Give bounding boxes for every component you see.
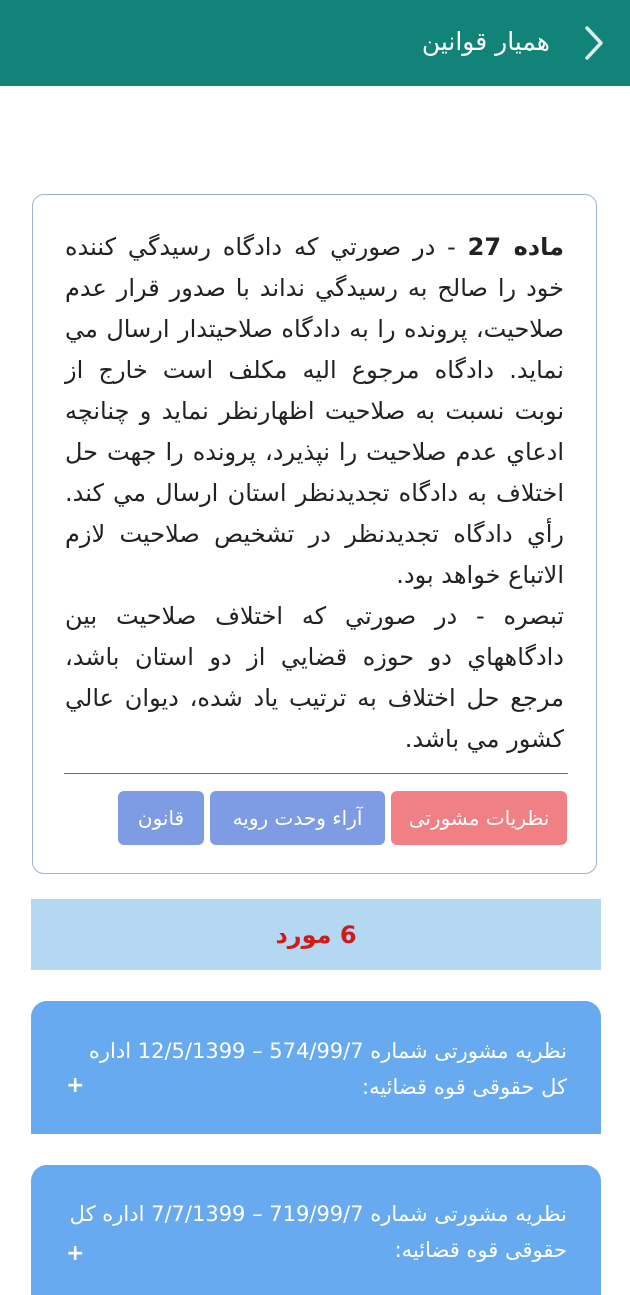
article-card <box>32 194 597 874</box>
article-note: تبصره - در صورتي كه اختلاف صلاحيت بين دادگاههاي دو حوزه قضايي از دو استان باشد، مرجع حل اختلاف به ترتيب ياد شده، ديوان عالي كشور مي باشد. <box>65 602 564 753</box>
opinion-item[interactable] <box>31 1165 601 1295</box>
article-label: ماده 27 <box>467 233 564 261</box>
opinion-title: نظریه مشورتی شماره 719/99/7 – 7/7/1399 اداره کل حقوقی قوه قضائیه: <box>69 1202 567 1262</box>
article-text <box>65 227 564 760</box>
law-button[interactable]: قانون <box>118 791 204 845</box>
opinion-item[interactable] <box>31 1001 601 1134</box>
advisory-opinions-button[interactable]: نظریات مشورتی <box>391 791 567 845</box>
article-body: - در صورتي كه دادگاه رسيدگي كننده خود را صالح به رسيدگي نداند با صدور قرار عدم صلاحيت، پرونده را به دادگاه صلاحيتدار ارسال مي نمايد. دادگاه مرجوع اليه مكلف است خارج از نوبت نسبت به صلاحيت اظهارنظر نمايد و چنانچه ادعاي عدم صلاحيت را نپذيرد، پرونده را جهت حل اختلاف به دادگاه تجديدنظر استان ارسال مي كند. رأي دادگاه تجديدنظر در تشخيص صلاحيت لازم الاتباع خواهد بود. <box>65 233 564 589</box>
page-title: همیار قوانین <box>421 27 550 56</box>
chevron-right-icon <box>583 25 605 61</box>
app-bar <box>0 0 630 86</box>
opinion-title: نظریه مشورتی شماره 574/99/7 – 12/5/1399 اداره کل حقوقی قوه قضائیه: <box>88 1039 567 1099</box>
results-count: 6 مورد <box>31 899 601 970</box>
plus-icon[interactable]: + <box>66 1241 85 1266</box>
unity-rulings-button[interactable]: آراء وحدت رویه <box>210 791 385 845</box>
plus-icon[interactable]: + <box>66 1073 85 1098</box>
back-button[interactable] <box>572 21 616 65</box>
divider <box>64 773 568 774</box>
